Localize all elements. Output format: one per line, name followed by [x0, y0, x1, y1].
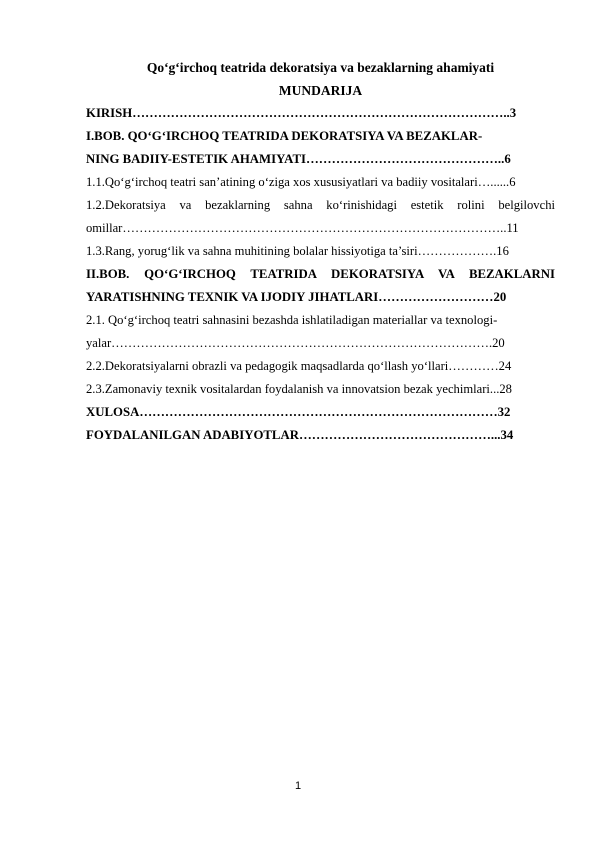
toc-entry-1-2-line-2: omillar………………………………………………………………………………..11	[86, 221, 519, 235]
toc-entry-chapter-2-line-1: II.BOB. QO‘G‘IRCHOQ TEATRIDA DEKORATSIYA VA BEZAKLARNI	[86, 267, 555, 281]
document-title: Qo‘g‘irchoq teatrida dekoratsiya va bezaklarning ahamiyati	[146, 60, 495, 75]
toc-entry-2-1-line-2: yalar……………………………………………………………………………….20	[86, 336, 505, 350]
toc-entry-1-2-line-1: 1.2.Dekoratsiya va bezaklarning sahna ko‘rinishidagi estetik rolini belgilovchi	[86, 198, 555, 212]
toc-entry-2-1-line-1: 2.1. Qo‘g‘irchoq teatri sahnasini bezashda ishlatiladigan materiallar va texnologi-	[86, 313, 498, 327]
toc-entry-1-3: 1.3.Rang, yorug‘lik va sahna muhitining bolalar hissiyotiga ta’siri……………….16	[86, 244, 509, 258]
toc-heading: MUNDARIJA	[278, 83, 363, 98]
toc-entry-bibliography: FOYDALANILGAN ADABIYOTLAR………………………………………...34	[86, 428, 514, 442]
toc-entry-chapter-1-line-1: I.BOB. QO‘G‘IRCHOQ TEATRIDA DEKORATSIYA VA BEZAKLAR-	[86, 129, 483, 143]
page-number: 1	[294, 780, 302, 792]
toc-entry-xulosa: XULOSA…………………………………………………………………………32	[86, 405, 511, 419]
toc-entry-2-3: 2.3.Zamonaviy texnik vositalardan foydalanish va innovatsion bezak yechimlari...28	[86, 382, 512, 396]
toc-entry-chapter-1-line-2: NING BADIIY-ESTETIK AHAMIYATI………………………………………..6	[86, 152, 511, 166]
toc-entry-chapter-2-line-2: YARATISHNING TEXNIK VA IJODIY JIHATLARI………………………20	[86, 290, 507, 304]
toc-entry-kirish: KIRISH……………………………………………………………………………..3	[86, 106, 517, 120]
toc-entry-2-2: 2.2.Dekoratsiyalarni obrazli va pedagogik maqsadlarda qo‘llash yo‘llari…………24	[86, 359, 512, 373]
toc-entry-1-1: 1.1.Qo‘g‘irchoq teatri san’atining o‘ziga xos xususiyatlari va badiiy vositalari…......6	[86, 175, 516, 189]
